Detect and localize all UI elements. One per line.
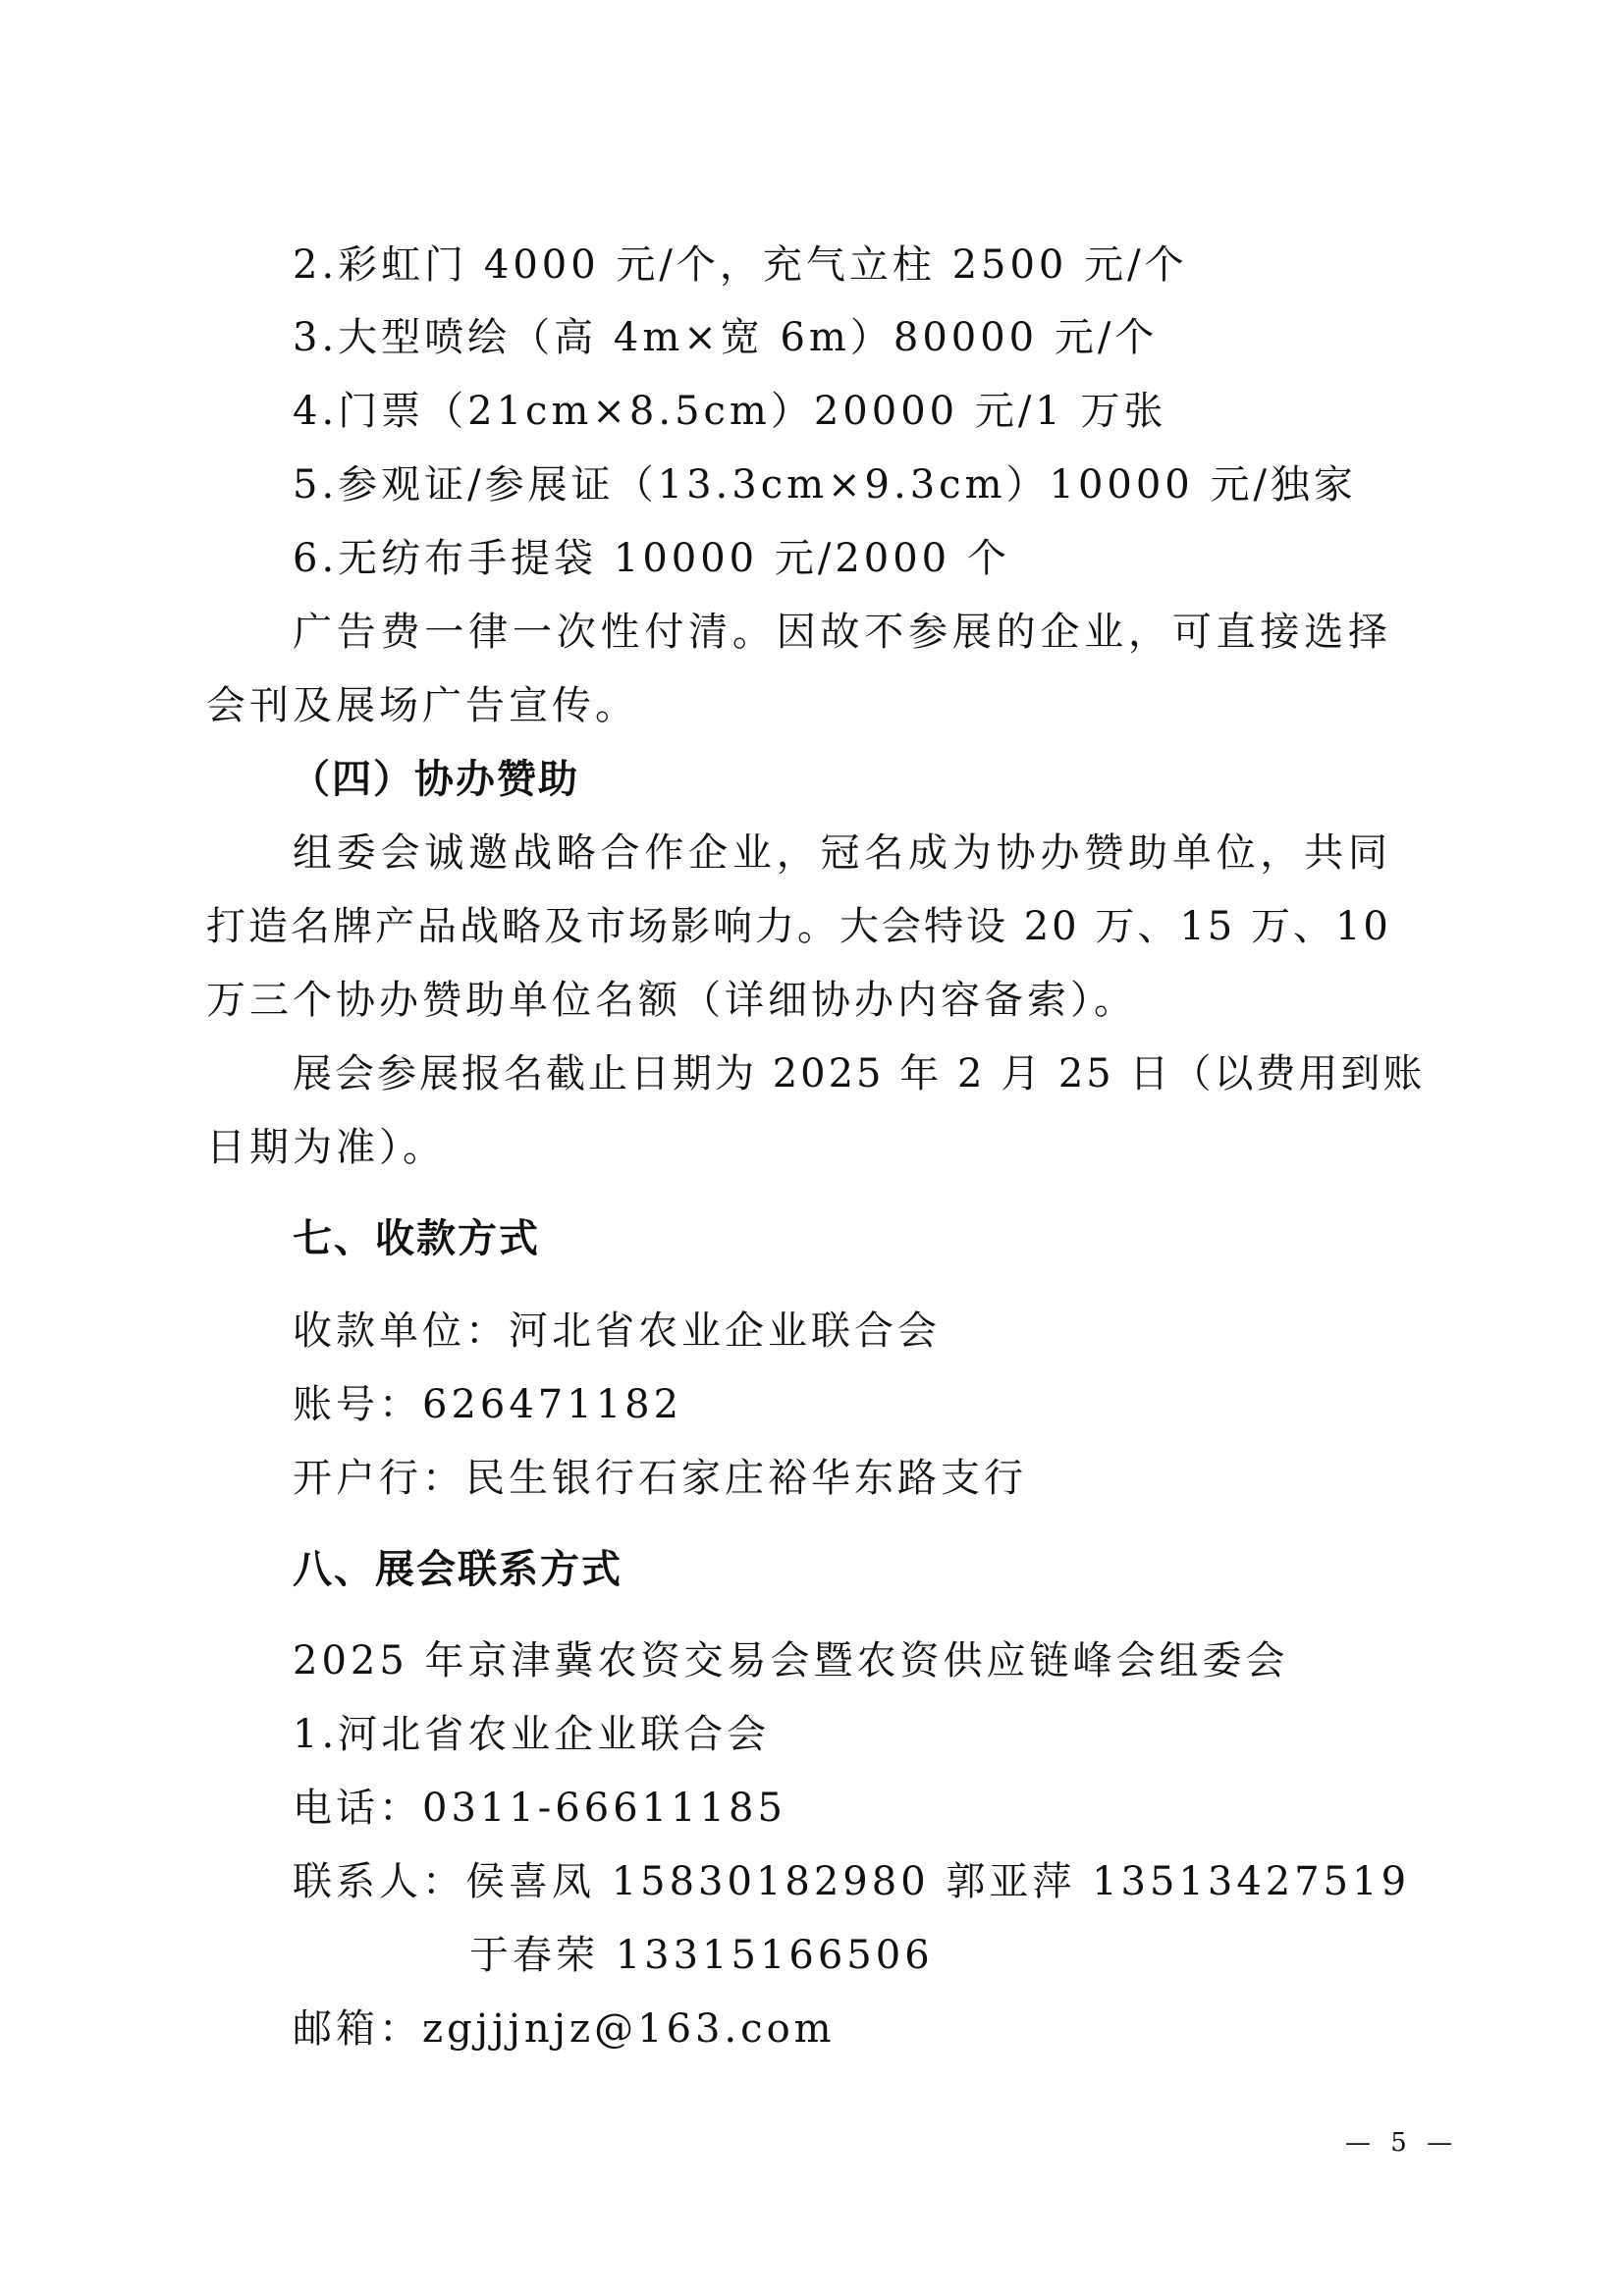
deadline-line-2: 日期为准）。 (206, 1125, 446, 1170)
sponsor-heading: （四）协办赞助 (291, 757, 579, 802)
page-number: — 5 — (1345, 2128, 1459, 2158)
payment-payee: 收款单位：河北省农业企业联合会 (293, 1308, 941, 1354)
payment-bank: 开户行：民生银行石家庄裕华东路支行 (293, 1456, 1027, 1501)
payment-heading: 七、收款方式 (293, 1216, 540, 1261)
contact-email: 邮箱：zgjjjnjz@163.com (293, 2006, 836, 2052)
ad-item-large-print: 3.大型喷绘（高 4m×宽 6m）80000 元/个 (293, 315, 1159, 360)
contact-committee: 2025 年京津冀农资交易会暨农资供应链峰会组委会 (293, 1638, 1289, 1683)
ad-item-tote-bag: 6.无纺布手提袋 10000 元/2000 个 (293, 536, 1010, 581)
ad-item-rainbow-gate: 2.彩虹门 4000 元/个，充气立柱 2500 元/个 (293, 242, 1188, 288)
ad-note-line-1: 广告费一律一次性付清。因故不参展的企业，可直接选择 (293, 610, 1390, 655)
ad-item-ticket: 4.门票（21cm×8.5cm）20000 元/1 万张 (293, 389, 1167, 434)
deadline-line-1: 展会参展报名截止日期为 2025 年 2 月 25 日（以费用到账 (293, 1051, 1426, 1096)
contact-phone: 电话：0311-66611185 (293, 1786, 786, 1831)
contact-org: 1.河北省农业企业联合会 (293, 1712, 771, 1757)
sponsor-line-1: 组委会诚邀战略合作企业，冠名成为协办赞助单位，共同 (293, 830, 1390, 876)
payment-account: 账号：626471182 (293, 1382, 683, 1427)
sponsor-line-3: 万三个协办赞助单位名额（详细协办内容备索）。 (206, 978, 1137, 1023)
contact-persons-line-1: 联系人：侯喜凤 15830182980 郭亚萍 13513427519 (293, 1859, 1411, 1904)
ad-note-line-2: 会刊及展场广告宣传。 (206, 683, 638, 728)
contact-heading: 八、展会联系方式 (293, 1547, 623, 1592)
contact-persons-line-2: 于春荣 13315166506 (469, 1933, 934, 1978)
ad-item-pass: 5.参观证/参展证（13.3cm×9.3cm）10000 元/独家 (293, 462, 1357, 507)
sponsor-line-2: 打造名牌产品战略及市场影响力。大会特设 20 万、15 万、10 (206, 904, 1391, 949)
